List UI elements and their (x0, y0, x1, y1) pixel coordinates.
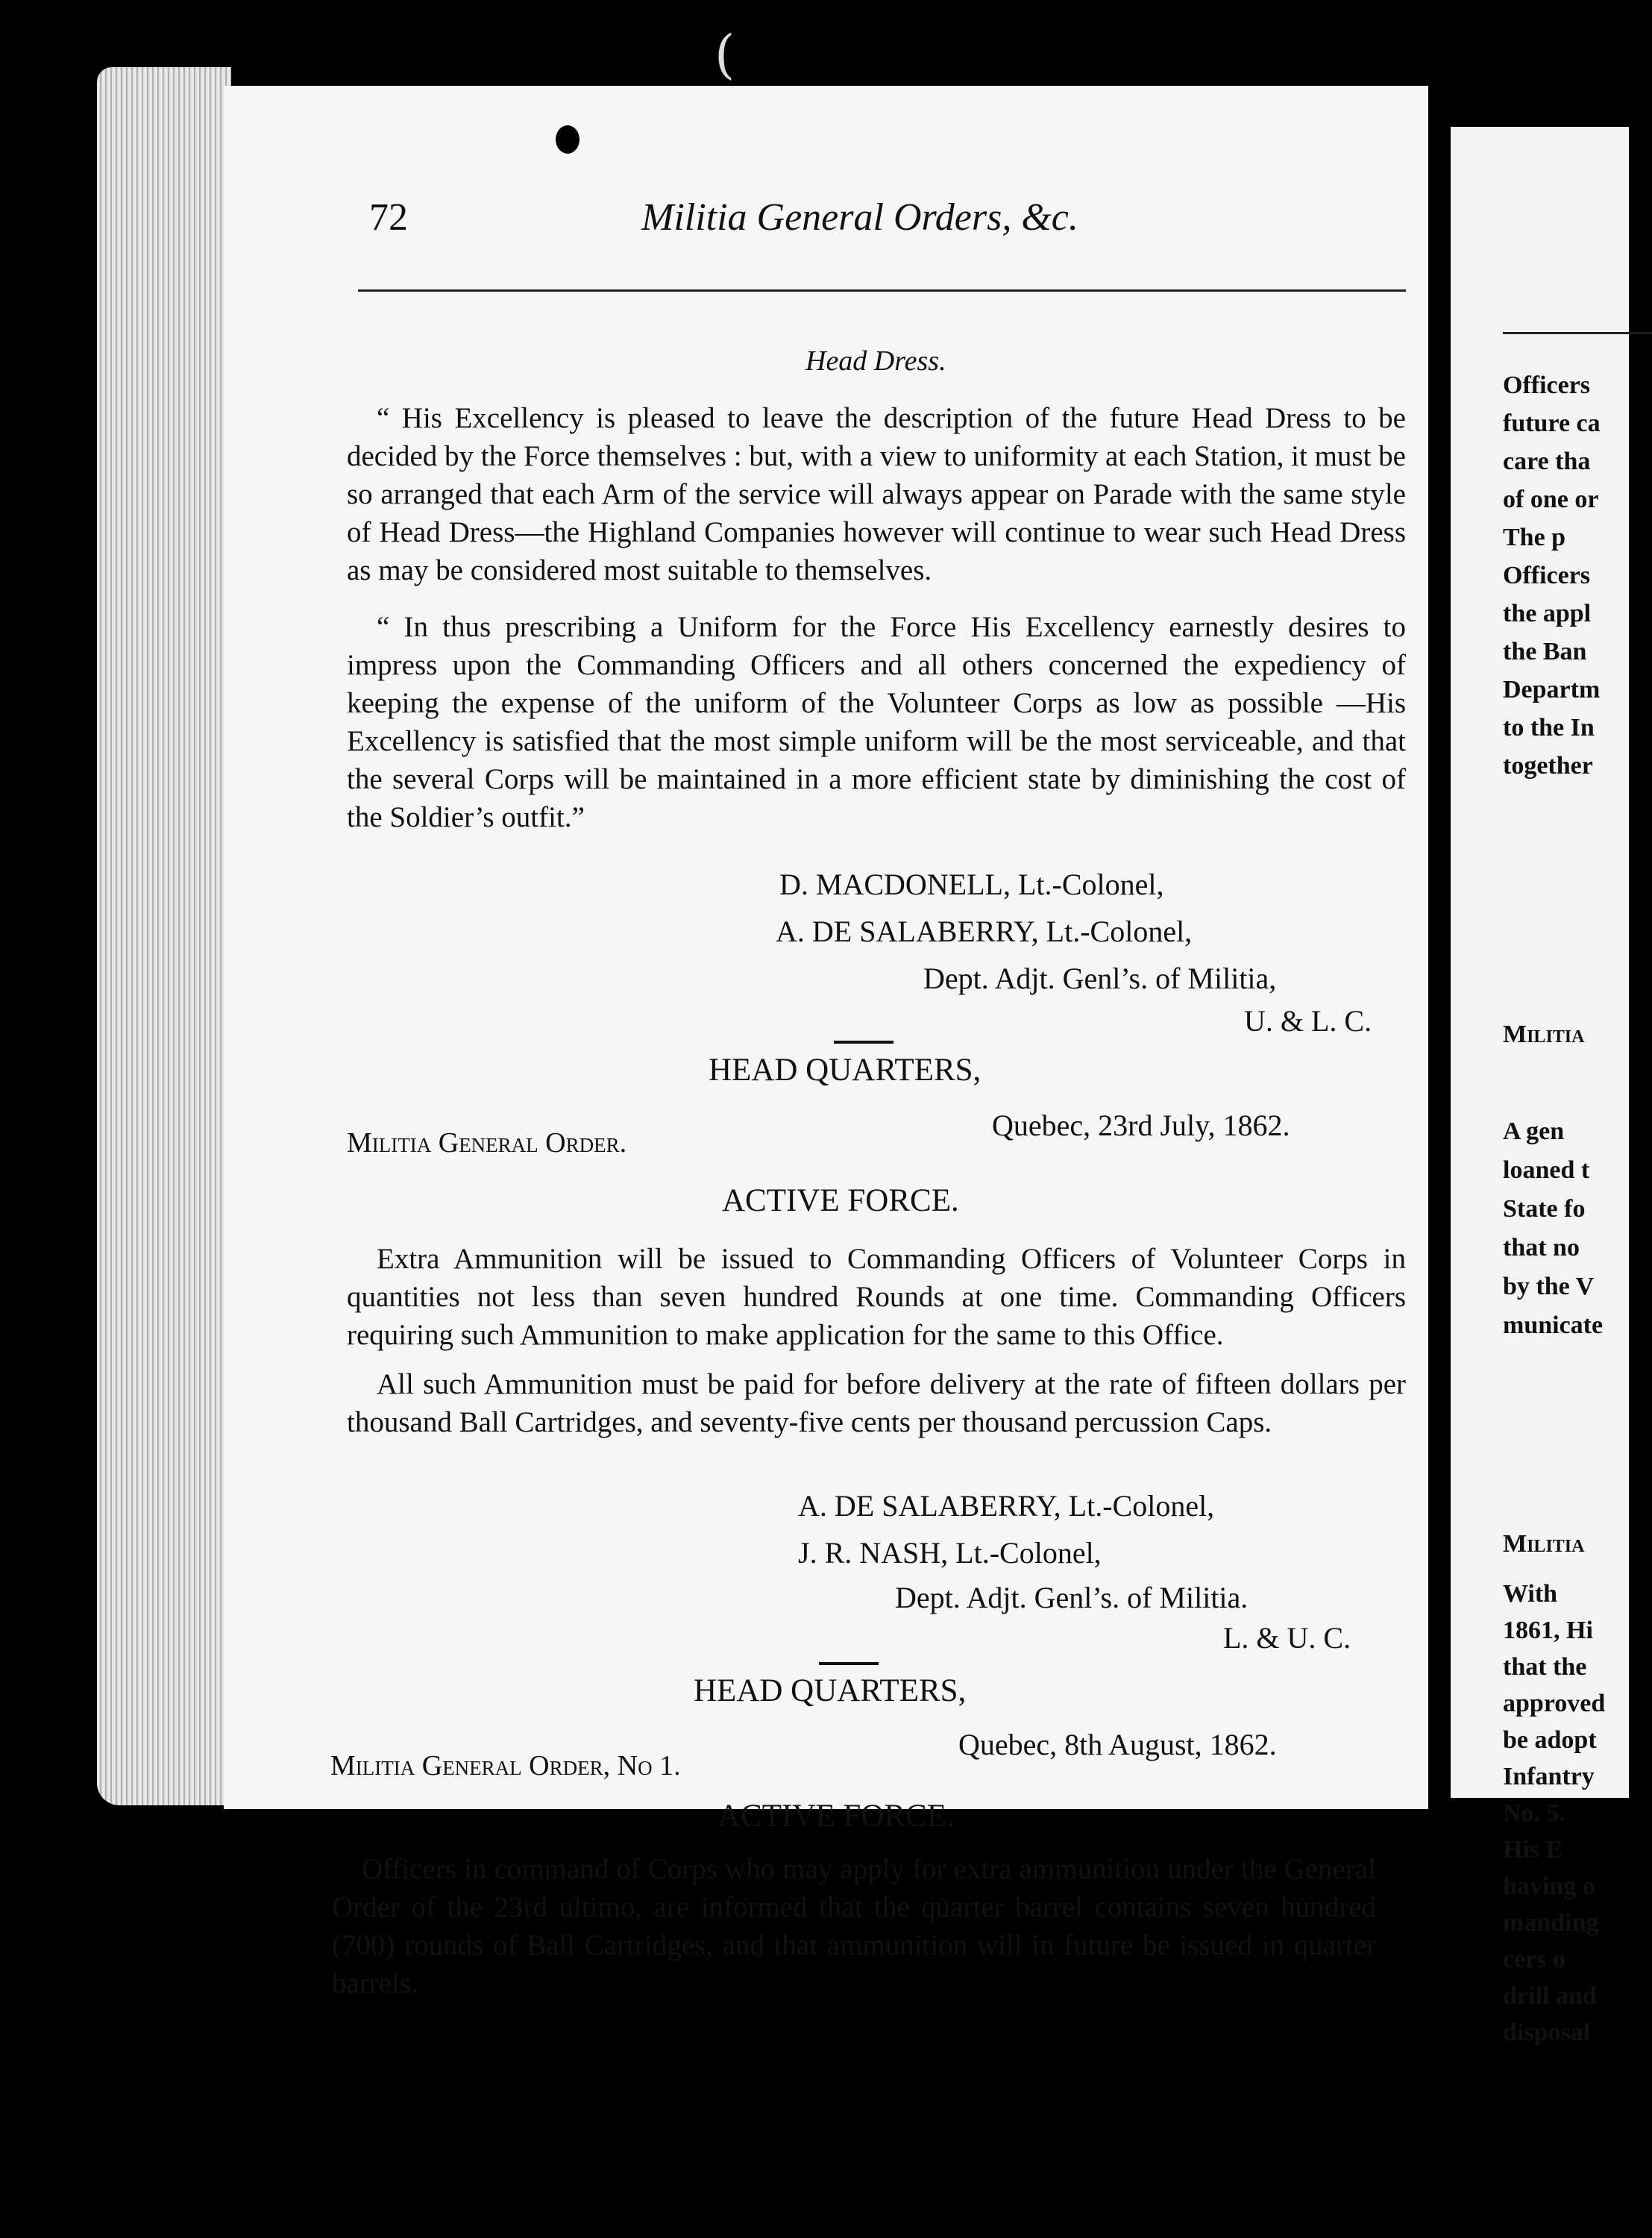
right-page-line: No. 5. (1503, 1799, 1566, 1827)
right-militia-label-1: Militia (1503, 1021, 1585, 1048)
right-page-line: The p (1503, 524, 1566, 551)
right-page-line: With (1503, 1580, 1558, 1608)
right-page-line: the Ban (1503, 638, 1587, 665)
order-title-2: ACTIVE FORCE. (717, 1799, 955, 1834)
signature-province: U. & L. C. (1244, 1004, 1372, 1038)
signature-macdonell: D. MACDONELL, Lt.-Colonel, (779, 868, 1164, 901)
paragraph-extra-ammunition: Officers in command of Corps who may apply for extra ammunition under the General Order of the 23rd ultimo, are informed that the quarter barrel contains seven hundred (700) rounds of Ball Cartridges, and that ammunition will in future be issued in quarter barrels. (332, 1853, 1376, 1999)
paragraph-head-dress-1: “ His Excellency is pleased to leave the description of the future Head Dress to be decided by the Force themselves : but, with a view to uniformity at each Station, it must be so arranged that each Arm of the service will always appear on Parade with the same style of Head Dress—the Highland Companies however will continue to wear such Head Dress as may be considered most suitable to themselves. (347, 402, 1406, 586)
right-page-line: Departm (1503, 676, 1601, 703)
signature-de-salaberry: A. DE SALABERRY, Lt.-Colonel, (776, 915, 1193, 948)
right-header-rule (1503, 332, 1652, 334)
paragraph-ammunition-2: All such Ammunition must be paid for before delivery at the rate of fifteen dollars per thousand Ball Cartridges, and seventy-five cents per thousand percussion Caps. (347, 1368, 1406, 1438)
section-divider (834, 1041, 893, 1044)
signature-title: Dept. Adjt. Genl’s. of Militia, (923, 962, 1277, 995)
order-label-2: Militia General Order, No 1. (330, 1750, 681, 1781)
right-page-line: disposal (1503, 2019, 1591, 2046)
right-page (1451, 127, 1629, 2046)
section-divider-2 (819, 1662, 879, 1665)
right-page-line: be adopt (1503, 1726, 1597, 1754)
header-rule (358, 289, 1406, 292)
right-page-line: to the In (1503, 714, 1595, 742)
right-page-line: Officers (1503, 562, 1591, 589)
right-page-line: approved (1503, 1690, 1606, 1717)
right-page-line: loaned t (1503, 1156, 1590, 1184)
right-page-line: A gen (1503, 1118, 1565, 1145)
place-date-2: Quebec, 8th August, 1862. (958, 1728, 1277, 1761)
running-title: Militia General Orders, &c. (641, 196, 1078, 239)
paragraph-ammunition-1: Extra Ammunition will be issued to Commanding Officers of Volunteer Corps in quantities not less than seven hundred Rounds at one time. Commanding Officers requiring such Ammunition to make application for the same to this Office. (347, 1243, 1406, 1351)
right-page-line: His E (1503, 1836, 1563, 1864)
right-page-line: having o (1503, 1872, 1595, 1900)
paragraph-head-dress-2: “ In thus prescribing a Uniform for the Force His Excellency earnestly desires to impress upon the Commanding Officers and all others concerned the expediency of keeping the expense of the uniform of the Volunteer Corps as low as possible —His Excellency is satisfied that the most simple uniform will be the most serviceable, and that the several Corps will be maintained in a more efficient state by diminishing the cost of the Soldier’s outfit.” (347, 611, 1406, 833)
scan-mark: ( (714, 24, 735, 85)
signature-province-2: L. & U. C. (1223, 1621, 1351, 1655)
order-title: ACTIVE FORCE. (722, 1183, 959, 1218)
ink-blot (556, 125, 580, 154)
right-page-line: Officers (1503, 372, 1591, 399)
head-quarters-heading-2: HEAD QUARTERS, (694, 1673, 967, 1708)
signature-title-2: Dept. Adjt. Genl’s. of Militia. (895, 1581, 1249, 1614)
head-quarters-heading: HEAD QUARTERS, (709, 1053, 982, 1088)
page-number: 72 (369, 196, 408, 239)
right-page-line: together (1503, 752, 1593, 780)
right-page-line: cers o (1503, 1946, 1566, 1973)
right-page-line: municate (1503, 1311, 1604, 1339)
signature-nash: J. R. NASH, Lt.-Colonel, (798, 1536, 1102, 1570)
right-page-line: that the (1503, 1653, 1587, 1681)
signature-de-salaberry-2: A. DE SALABERRY, Lt.-Colonel, (798, 1489, 1215, 1523)
right-page-line: manding (1503, 1909, 1599, 1937)
place-date: Quebec, 23rd July, 1862. (992, 1109, 1290, 1142)
right-page-line: 1861, Hi (1503, 1617, 1593, 1644)
right-page-line: that no (1503, 1234, 1580, 1261)
section-heading-head-dress: Head Dress. (805, 345, 946, 377)
right-page-line: Infantry (1503, 1763, 1595, 1790)
right-page-line: care tha (1503, 448, 1591, 475)
right-page-line: of one or (1503, 486, 1599, 513)
right-page-line: drill and (1503, 1982, 1597, 2010)
right-page-line: State fo (1503, 1195, 1586, 1223)
right-page-line: by the V (1503, 1273, 1595, 1300)
right-page-line: future ca (1503, 410, 1601, 437)
order-label: Militia General Order. (347, 1127, 627, 1159)
book-edge (97, 67, 231, 1805)
right-militia-label-2: Militia (1503, 1530, 1585, 1558)
right-page-line: the appl (1503, 600, 1592, 627)
